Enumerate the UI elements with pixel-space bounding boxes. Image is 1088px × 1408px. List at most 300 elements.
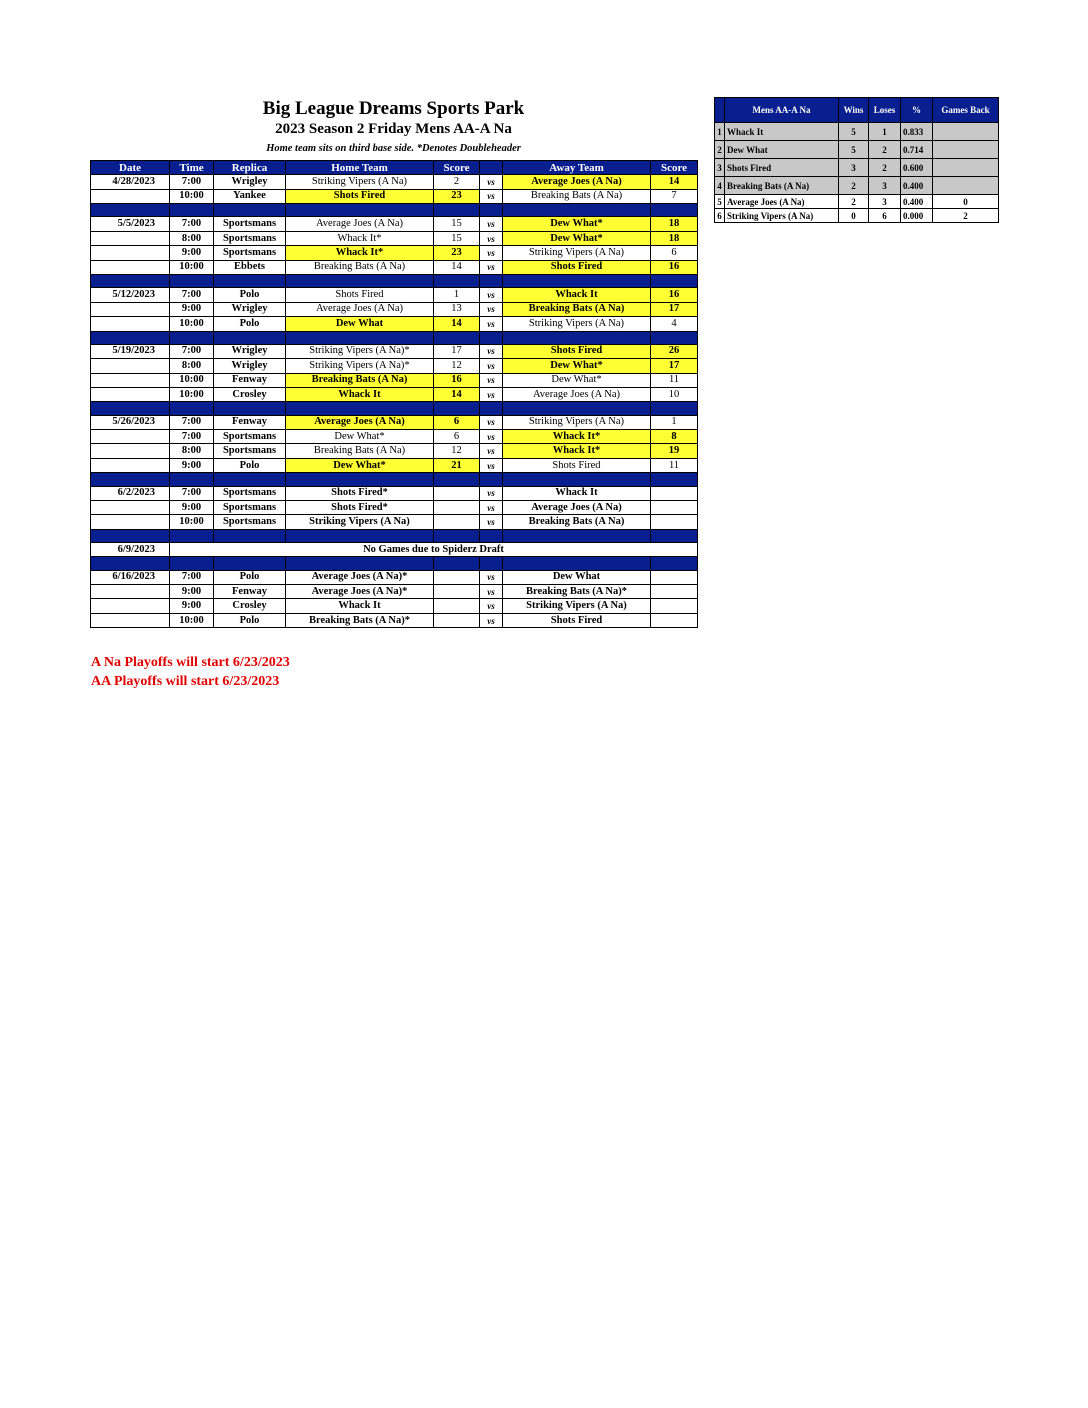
game-date xyxy=(91,231,170,245)
away-team: Breaking Bats (A Na)* xyxy=(503,585,651,599)
vs-label: vs xyxy=(480,359,503,373)
col-date: Date xyxy=(91,161,170,175)
vs-label: vs xyxy=(480,430,503,444)
home-score: 1 xyxy=(434,288,480,302)
col-rank xyxy=(715,98,725,123)
week-separator xyxy=(91,557,698,570)
team-rank: 5 xyxy=(715,195,725,209)
home-team: Whack It* xyxy=(286,231,434,245)
team-pct: 0.400 xyxy=(901,195,933,209)
away-team: Whack It* xyxy=(503,430,651,444)
game-replica: Sportsmans xyxy=(214,246,286,260)
col-away-team: Away Team xyxy=(503,161,651,175)
team-pct: 0.833 xyxy=(901,123,933,141)
game-date: 4/28/2023 xyxy=(91,175,170,189)
team-games-back: 0 xyxy=(933,195,999,209)
separator-cell xyxy=(91,331,170,344)
home-score: 14 xyxy=(434,387,480,401)
team-loses: 2 xyxy=(869,141,901,159)
game-time: 7:00 xyxy=(170,288,214,302)
separator-cell xyxy=(286,557,434,570)
col-replica: Replica xyxy=(214,161,286,175)
away-score: 17 xyxy=(651,302,698,316)
col-vs xyxy=(480,161,503,175)
game-date xyxy=(91,246,170,260)
col-time: Time xyxy=(170,161,214,175)
away-score: 11 xyxy=(651,373,698,387)
vs-label: vs xyxy=(480,175,503,189)
home-score xyxy=(434,486,480,500)
team-loses: 2 xyxy=(869,159,901,177)
game-time: 9:00 xyxy=(170,500,214,514)
home-score: 14 xyxy=(434,317,480,331)
home-score: 16 xyxy=(434,373,480,387)
game-date xyxy=(91,260,170,274)
separator-cell xyxy=(503,557,651,570)
game-time: 7:00 xyxy=(170,217,214,231)
game-replica: Fenway xyxy=(214,585,286,599)
standings-body xyxy=(715,123,999,223)
separator-cell xyxy=(480,557,503,570)
home-team: Striking Vipers (A Na) xyxy=(286,515,434,529)
game-date xyxy=(91,430,170,444)
vs-label: vs xyxy=(480,458,503,472)
separator-cell xyxy=(434,402,480,415)
game-date xyxy=(91,302,170,316)
separator-cell xyxy=(170,402,214,415)
week-separator xyxy=(91,402,698,415)
standings-row xyxy=(715,123,999,141)
game-time: 10:00 xyxy=(170,189,214,203)
away-team: Striking Vipers (A Na) xyxy=(503,599,651,613)
separator-cell xyxy=(434,529,480,542)
game-time: 10:00 xyxy=(170,613,214,627)
away-score xyxy=(651,570,698,584)
away-team: Dew What* xyxy=(503,217,651,231)
home-score xyxy=(434,599,480,613)
separator-cell xyxy=(286,204,434,217)
separator-cell xyxy=(480,473,503,486)
team-games-back xyxy=(933,159,999,177)
away-score: 7 xyxy=(651,189,698,203)
game-row xyxy=(91,585,698,599)
vs-label: vs xyxy=(480,231,503,245)
game-date xyxy=(91,599,170,613)
game-date: 5/5/2023 xyxy=(91,217,170,231)
game-row xyxy=(91,189,698,203)
notice-row xyxy=(91,542,698,556)
game-time: 7:00 xyxy=(170,486,214,500)
separator-cell xyxy=(651,275,698,288)
vs-label: vs xyxy=(480,444,503,458)
away-team: Whack It xyxy=(503,288,651,302)
home-team: Breaking Bats (A Na)* xyxy=(286,613,434,627)
team-games-back xyxy=(933,177,999,195)
schedule-header-row xyxy=(91,161,698,175)
game-time: 10:00 xyxy=(170,317,214,331)
away-score: 18 xyxy=(651,231,698,245)
vs-label: vs xyxy=(480,344,503,358)
page-subtitle: 2023 Season 2 Friday Mens AA-A Na xyxy=(275,121,512,137)
separator-cell xyxy=(434,331,480,344)
away-team: Breaking Bats (A Na) xyxy=(503,189,651,203)
home-score: 17 xyxy=(434,344,480,358)
separator-cell xyxy=(651,331,698,344)
away-team: Dew What* xyxy=(503,359,651,373)
standings-row xyxy=(715,141,999,159)
game-replica: Crosley xyxy=(214,387,286,401)
vs-label: vs xyxy=(480,189,503,203)
game-replica: Polo xyxy=(214,288,286,302)
game-time: 7:00 xyxy=(170,415,214,429)
standings-row xyxy=(715,159,999,177)
separator-cell xyxy=(434,473,480,486)
home-score xyxy=(434,613,480,627)
home-score: 14 xyxy=(434,260,480,274)
home-team: Dew What* xyxy=(286,430,434,444)
separator-cell xyxy=(434,557,480,570)
team-loses: 6 xyxy=(869,209,901,223)
team-wins: 0 xyxy=(839,209,869,223)
game-date xyxy=(91,317,170,331)
away-team: Shots Fired xyxy=(503,613,651,627)
vs-label: vs xyxy=(480,288,503,302)
separator-cell xyxy=(214,529,286,542)
separator-cell xyxy=(170,529,214,542)
separator-cell xyxy=(503,402,651,415)
game-replica: Sportsmans xyxy=(214,430,286,444)
week-separator xyxy=(91,204,698,217)
home-team: Whack It xyxy=(286,599,434,613)
col-loses: Loses xyxy=(869,98,901,123)
away-team: Whack It* xyxy=(503,444,651,458)
separator-cell xyxy=(170,275,214,288)
separator-cell xyxy=(91,204,170,217)
team-games-back: 2 xyxy=(933,209,999,223)
separator-cell xyxy=(214,275,286,288)
vs-label: vs xyxy=(480,217,503,231)
game-row xyxy=(91,317,698,331)
game-date xyxy=(91,585,170,599)
home-team: Whack It* xyxy=(286,246,434,260)
game-time: 7:00 xyxy=(170,175,214,189)
game-time: 9:00 xyxy=(170,458,214,472)
team-pct: 0.000 xyxy=(901,209,933,223)
separator-cell xyxy=(214,331,286,344)
separator-cell xyxy=(170,473,214,486)
game-row xyxy=(91,599,698,613)
game-replica: Wrigley xyxy=(214,359,286,373)
game-replica: Sportsmans xyxy=(214,231,286,245)
away-team: Shots Fired xyxy=(503,260,651,274)
game-replica: Sportsmans xyxy=(214,217,286,231)
separator-cell xyxy=(480,331,503,344)
standings-header-row xyxy=(715,98,999,123)
game-replica: Ebbets xyxy=(214,260,286,274)
away-team: Striking Vipers (A Na) xyxy=(503,317,651,331)
separator-cell xyxy=(170,557,214,570)
game-row xyxy=(91,458,698,472)
away-score: 8 xyxy=(651,430,698,444)
team-loses: 3 xyxy=(869,195,901,209)
game-date: 5/26/2023 xyxy=(91,415,170,429)
week-separator xyxy=(91,275,698,288)
team-games-back xyxy=(933,123,999,141)
schedule-table xyxy=(90,160,698,628)
game-time: 7:00 xyxy=(170,570,214,584)
team-wins: 2 xyxy=(839,195,869,209)
no-games-notice: No Games due to Spiderz Draft xyxy=(170,542,698,556)
away-score xyxy=(651,585,698,599)
home-score: 6 xyxy=(434,415,480,429)
standings-row xyxy=(715,209,999,223)
separator-cell xyxy=(480,402,503,415)
away-score: 17 xyxy=(651,359,698,373)
separator-cell xyxy=(214,204,286,217)
separator-cell xyxy=(434,275,480,288)
away-team: Dew What* xyxy=(503,231,651,245)
away-score: 14 xyxy=(651,175,698,189)
home-team: Breaking Bats (A Na) xyxy=(286,444,434,458)
game-date xyxy=(91,613,170,627)
separator-cell xyxy=(170,331,214,344)
col-away-score: Score xyxy=(651,161,698,175)
away-team: Average Joes (A Na) xyxy=(503,175,651,189)
game-time: 9:00 xyxy=(170,302,214,316)
separator-cell xyxy=(91,529,170,542)
away-score: 6 xyxy=(651,246,698,260)
team-wins: 3 xyxy=(839,159,869,177)
team-wins: 5 xyxy=(839,141,869,159)
game-time: 9:00 xyxy=(170,246,214,260)
col-wins: Wins xyxy=(839,98,869,123)
game-row xyxy=(91,217,698,231)
away-team: Breaking Bats (A Na) xyxy=(503,515,651,529)
home-score xyxy=(434,500,480,514)
game-row xyxy=(91,430,698,444)
game-date xyxy=(91,444,170,458)
vs-label: vs xyxy=(480,515,503,529)
home-score: 15 xyxy=(434,231,480,245)
game-row xyxy=(91,288,698,302)
separator-cell xyxy=(170,204,214,217)
game-replica: Polo xyxy=(214,458,286,472)
game-time: 8:00 xyxy=(170,444,214,458)
away-score: 18 xyxy=(651,217,698,231)
game-date: 5/19/2023 xyxy=(91,344,170,358)
col-division: Mens AA-A Na xyxy=(725,98,839,123)
home-team: Breaking Bats (A Na) xyxy=(286,373,434,387)
separator-cell xyxy=(651,529,698,542)
game-row xyxy=(91,302,698,316)
separator-cell xyxy=(480,204,503,217)
vs-label: vs xyxy=(480,246,503,260)
home-score: 12 xyxy=(434,444,480,458)
away-score: 19 xyxy=(651,444,698,458)
game-replica: Wrigley xyxy=(214,175,286,189)
separator-cell xyxy=(286,529,434,542)
footer-note-a-na: A Na Playoffs will start 6/23/2023 xyxy=(91,655,290,670)
game-date xyxy=(91,500,170,514)
game-row xyxy=(91,359,698,373)
week-separator xyxy=(91,473,698,486)
game-time: 10:00 xyxy=(170,373,214,387)
game-row xyxy=(91,387,698,401)
home-team: Average Joes (A Na) xyxy=(286,302,434,316)
game-date xyxy=(91,515,170,529)
game-row xyxy=(91,246,698,260)
vs-label: vs xyxy=(480,570,503,584)
team-name: Dew What xyxy=(725,141,839,159)
game-time: 9:00 xyxy=(170,599,214,613)
team-name: Breaking Bats (A Na) xyxy=(725,177,839,195)
page-title: Big League Dreams Sports Park xyxy=(262,98,525,119)
away-score: 10 xyxy=(651,387,698,401)
home-score xyxy=(434,570,480,584)
vs-label: vs xyxy=(480,373,503,387)
team-loses: 3 xyxy=(869,177,901,195)
team-name: Striking Vipers (A Na) xyxy=(725,209,839,223)
separator-cell xyxy=(434,204,480,217)
vs-label: vs xyxy=(480,486,503,500)
game-row xyxy=(91,260,698,274)
team-name: Whack It xyxy=(725,123,839,141)
separator-cell xyxy=(651,204,698,217)
team-pct: 0.400 xyxy=(901,177,933,195)
home-team: Striking Vipers (A Na) xyxy=(286,175,434,189)
away-score: 16 xyxy=(651,260,698,274)
game-replica: Polo xyxy=(214,570,286,584)
away-team: Dew What xyxy=(503,570,651,584)
separator-cell xyxy=(480,529,503,542)
game-date: 6/16/2023 xyxy=(91,570,170,584)
team-games-back xyxy=(933,141,999,159)
vs-label: vs xyxy=(480,302,503,316)
away-score xyxy=(651,613,698,627)
home-team: Breaking Bats (A Na) xyxy=(286,260,434,274)
game-replica: Yankee xyxy=(214,189,286,203)
game-replica: Fenway xyxy=(214,373,286,387)
game-replica: Polo xyxy=(214,613,286,627)
standings-table xyxy=(714,97,999,223)
game-time: 7:00 xyxy=(170,430,214,444)
away-team: Shots Fired xyxy=(503,458,651,472)
separator-cell xyxy=(651,473,698,486)
week-separator xyxy=(91,529,698,542)
col-home-score: Score xyxy=(434,161,480,175)
separator-cell xyxy=(503,204,651,217)
separator-cell xyxy=(91,473,170,486)
vs-label: vs xyxy=(480,387,503,401)
game-time: 7:00 xyxy=(170,344,214,358)
home-team: Shots Fired* xyxy=(286,486,434,500)
away-score: 4 xyxy=(651,317,698,331)
home-team: Average Joes (A Na) xyxy=(286,217,434,231)
away-team: Dew What* xyxy=(503,373,651,387)
game-replica: Sportsmans xyxy=(214,444,286,458)
col-games-back: Games Back xyxy=(933,98,999,123)
col-home-team: Home Team xyxy=(286,161,434,175)
game-row xyxy=(91,515,698,529)
standings-row xyxy=(715,195,999,209)
separator-cell xyxy=(91,275,170,288)
away-score xyxy=(651,500,698,514)
away-team: Striking Vipers (A Na) xyxy=(503,415,651,429)
away-team: Shots Fired xyxy=(503,344,651,358)
game-time: 10:00 xyxy=(170,260,214,274)
game-replica: Wrigley xyxy=(214,302,286,316)
game-time: 10:00 xyxy=(170,515,214,529)
home-score: 15 xyxy=(434,217,480,231)
vs-label: vs xyxy=(480,613,503,627)
game-replica: Fenway xyxy=(214,415,286,429)
away-score xyxy=(651,599,698,613)
game-row xyxy=(91,231,698,245)
team-rank: 4 xyxy=(715,177,725,195)
home-team: Shots Fired* xyxy=(286,500,434,514)
away-team: Average Joes (A Na) xyxy=(503,500,651,514)
vs-label: vs xyxy=(480,260,503,274)
game-replica: Polo xyxy=(214,317,286,331)
team-wins: 2 xyxy=(839,177,869,195)
separator-cell xyxy=(503,473,651,486)
separator-cell xyxy=(214,557,286,570)
game-replica: Sportsmans xyxy=(214,486,286,500)
footer-note-aa: AA Playoffs will start 6/23/2023 xyxy=(91,674,280,689)
home-team: Average Joes (A Na)* xyxy=(286,585,434,599)
home-score: 23 xyxy=(434,189,480,203)
home-team: Striking Vipers (A Na)* xyxy=(286,344,434,358)
away-score: 26 xyxy=(651,344,698,358)
separator-cell xyxy=(286,331,434,344)
vs-label: vs xyxy=(480,415,503,429)
game-row xyxy=(91,486,698,500)
separator-cell xyxy=(651,402,698,415)
separator-cell xyxy=(91,402,170,415)
col-pct: % xyxy=(901,98,933,123)
game-date: 6/9/2023 xyxy=(91,542,170,556)
home-score: 23 xyxy=(434,246,480,260)
away-team: Striking Vipers (A Na) xyxy=(503,246,651,260)
home-team: Dew What xyxy=(286,317,434,331)
game-time: 9:00 xyxy=(170,585,214,599)
game-row xyxy=(91,570,698,584)
game-row xyxy=(91,344,698,358)
game-row xyxy=(91,175,698,189)
vs-label: vs xyxy=(480,317,503,331)
away-score: 11 xyxy=(651,458,698,472)
home-team: Shots Fired xyxy=(286,189,434,203)
separator-cell xyxy=(503,275,651,288)
team-name: Shots Fired xyxy=(725,159,839,177)
away-team: Average Joes (A Na) xyxy=(503,387,651,401)
home-score: 13 xyxy=(434,302,480,316)
game-replica: Crosley xyxy=(214,599,286,613)
separator-cell xyxy=(503,331,651,344)
team-loses: 1 xyxy=(869,123,901,141)
separator-cell xyxy=(651,557,698,570)
schedule-note: Home team sits on third base side. *Denotes Doubleheader xyxy=(266,143,521,154)
team-pct: 0.600 xyxy=(901,159,933,177)
separator-cell xyxy=(286,275,434,288)
team-rank: 3 xyxy=(715,159,725,177)
team-rank: 2 xyxy=(715,141,725,159)
vs-label: vs xyxy=(480,500,503,514)
team-rank: 6 xyxy=(715,209,725,223)
game-date: 6/2/2023 xyxy=(91,486,170,500)
home-team: Average Joes (A Na)* xyxy=(286,570,434,584)
team-pct: 0.714 xyxy=(901,141,933,159)
